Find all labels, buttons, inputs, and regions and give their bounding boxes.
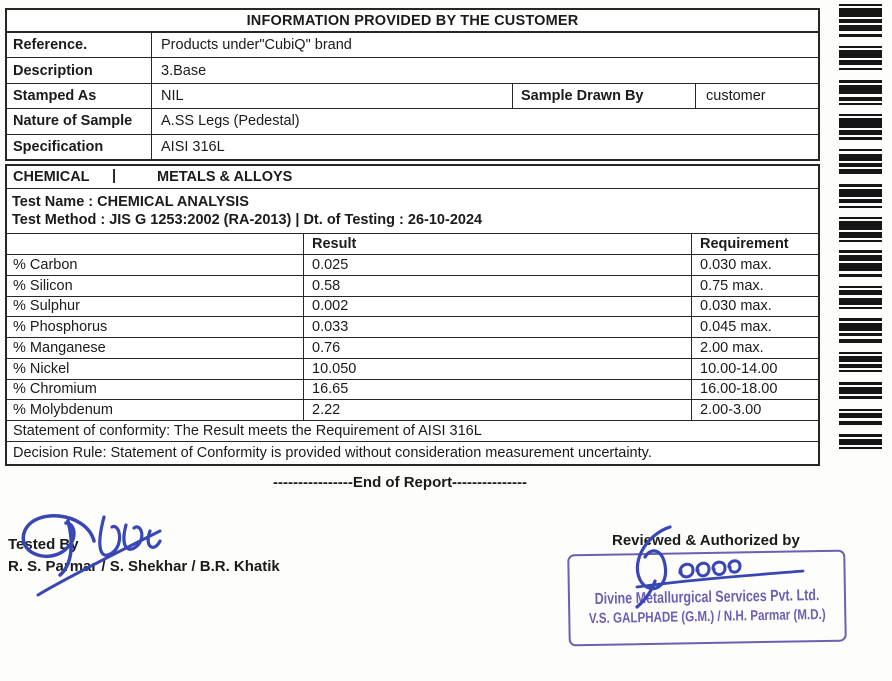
barcode-bar xyxy=(839,114,882,116)
barcode-bar xyxy=(839,434,882,437)
reference-value: Products under"CubiQ" brand xyxy=(161,37,352,54)
barcode xyxy=(839,4,882,456)
parameter-cell: % Carbon xyxy=(7,255,304,275)
parameter-cell: % Chromium xyxy=(7,380,304,400)
barcode-bar xyxy=(839,323,882,331)
barcode-bar xyxy=(839,286,882,288)
tested-by-names: R. S. Parmar / S. Shekhar / B.R. Khatik xyxy=(8,558,280,575)
department-label: CHEMICAL xyxy=(13,169,90,185)
test-name: Test Name : CHEMICAL ANALYSIS xyxy=(12,194,249,210)
parameter-cell: % Molybdenum xyxy=(7,400,304,420)
test-info-block xyxy=(7,189,818,234)
barcode-bar xyxy=(839,333,882,336)
description-value: 3.Base xyxy=(161,62,207,79)
stamp-company-name: Divine Metallurgical Services Pvt. Ltd. xyxy=(594,587,820,608)
description-label: Description xyxy=(7,58,152,82)
barcode-bar xyxy=(839,97,882,101)
barcode-bar xyxy=(839,421,882,425)
sample-drawn-by-value: customer xyxy=(706,88,766,105)
result-row-molybdenum xyxy=(7,400,818,421)
barcode-bar xyxy=(839,149,882,151)
info-row-description xyxy=(7,58,818,83)
barcode-bar xyxy=(839,118,882,128)
requirement-cell: 0.030 max. xyxy=(700,298,772,315)
specification-value: AISI 316L xyxy=(161,138,225,155)
result-row-sulphur xyxy=(7,297,818,318)
barcode-bar xyxy=(839,189,882,197)
nature-of-sample-value: A.SS Legs (Pedestal) xyxy=(161,113,300,130)
specification-label: Specification xyxy=(7,135,152,159)
barcode-bar xyxy=(839,4,882,6)
barcode-bar xyxy=(839,263,882,271)
barcode-bar xyxy=(839,206,882,208)
company-stamp xyxy=(567,550,847,647)
barcode-bar xyxy=(839,318,882,321)
barcode-bar xyxy=(839,199,882,203)
header-separator: | xyxy=(112,168,117,184)
barcode-bar xyxy=(839,382,882,385)
chemical-analysis-table xyxy=(5,164,820,466)
barcode-bar xyxy=(839,232,882,238)
barcode-bar xyxy=(839,25,882,31)
barcode-bar xyxy=(839,8,882,17)
requirement-header-cell: Requirement xyxy=(700,236,789,252)
barcode-bar xyxy=(839,396,882,399)
tested-by-label: Tested By xyxy=(8,536,79,553)
barcode-bar xyxy=(839,34,882,37)
barcode-bar xyxy=(839,169,882,174)
barcode-bar xyxy=(839,339,882,343)
barcode-bar xyxy=(839,68,882,70)
barcode-bar xyxy=(839,103,882,105)
section-header xyxy=(7,166,818,189)
tested-by-signature xyxy=(8,503,208,603)
barcode-bar xyxy=(839,352,882,354)
barcode-bar xyxy=(839,80,882,83)
barcode-bar xyxy=(839,50,882,58)
barcode-bar xyxy=(839,298,882,305)
barcode-bar xyxy=(839,387,882,394)
result-row-manganese xyxy=(7,338,818,359)
parameter-cell: % Silicon xyxy=(7,276,304,296)
barcode-bar xyxy=(839,19,882,23)
results-header-row xyxy=(7,234,818,255)
statement-of-conformity: Statement of conformity: The Result meets the Requirement of AISI 316L xyxy=(7,421,818,442)
result-cell: 2.22 xyxy=(304,400,692,420)
barcode-bar xyxy=(839,250,882,253)
barcode-bar xyxy=(839,240,882,242)
barcode-bar xyxy=(839,290,882,295)
result-cell: 0.58 xyxy=(304,276,692,296)
result-cell: 0.033 xyxy=(304,317,692,337)
stamped-as-value: NIL xyxy=(152,84,513,108)
result-cell: 0.76 xyxy=(304,338,692,358)
end-of-report: ----------------End of Report--------------- xyxy=(272,474,527,491)
requirement-cell: 16.00-18.00 xyxy=(700,381,778,398)
barcode-bar xyxy=(839,356,882,362)
info-row-reference xyxy=(7,33,818,58)
barcode-bar xyxy=(839,85,882,94)
barcode-bar xyxy=(839,60,882,65)
info-row-nature-of-sample xyxy=(7,109,818,134)
barcode-bar xyxy=(839,163,882,167)
result-cell: 0.025 xyxy=(304,255,692,275)
result-header-cell: Result xyxy=(304,234,692,254)
result-row-carbon xyxy=(7,255,818,276)
barcode-bar xyxy=(839,184,882,187)
info-row-stamped-as xyxy=(7,84,818,109)
info-row-specification xyxy=(7,135,818,159)
result-cell: 16.65 xyxy=(304,380,692,400)
parameter-cell: % Manganese xyxy=(7,338,304,358)
barcode-bar xyxy=(839,221,882,230)
info-table-title: INFORMATION PROVIDED BY THE CUSTOMER xyxy=(7,10,818,33)
requirement-cell: 0.030 max. xyxy=(700,256,772,273)
barcode-bar xyxy=(839,274,882,277)
parameter-header-cell xyxy=(7,234,304,254)
barcode-bar xyxy=(839,307,882,309)
category-label: METALS & ALLOYS xyxy=(157,169,293,185)
customer-info-table xyxy=(5,8,820,161)
barcode-bar xyxy=(839,364,882,368)
result-row-silicon xyxy=(7,276,818,297)
barcode-bar xyxy=(839,370,882,372)
requirement-cell: 2.00-3.00 xyxy=(700,402,762,419)
decision-rule: Decision Rule: Statement of Conformity is provided without consideration measurement uncertainty. xyxy=(13,445,652,461)
test-method: Test Method : JIS G 1253:2002 (RA-2013) | Dt. of Testing : 26-10-2024 xyxy=(12,212,483,228)
barcode-bar xyxy=(839,439,882,445)
result-cell: 0.002 xyxy=(304,297,692,317)
stamp-signatories: V.S. GALPHADE (G.M.) / N.H. Parmar (M.D.) xyxy=(588,606,826,628)
barcode-bar xyxy=(839,255,882,261)
result-row-chromium xyxy=(7,380,818,401)
result-row-phosphorus xyxy=(7,317,818,338)
barcode-bar xyxy=(839,413,882,418)
stamped-as-label: Stamped As xyxy=(7,84,152,108)
barcode-bar xyxy=(839,217,882,219)
parameter-cell: % Phosphorus xyxy=(7,317,304,337)
barcode-bar xyxy=(839,447,882,449)
requirement-cell: 2.00 max. xyxy=(700,339,764,356)
sample-drawn-by-label: Sample Drawn By xyxy=(513,84,696,108)
parameter-cell: % Nickel xyxy=(7,359,304,379)
barcode-bar xyxy=(839,130,882,135)
barcode-bar xyxy=(839,154,882,161)
requirement-cell: 0.75 max. xyxy=(700,277,764,294)
nature-of-sample-label: Nature of Sample xyxy=(7,109,152,133)
parameter-cell: % Sulphur xyxy=(7,297,304,317)
barcode-bar xyxy=(839,137,882,140)
barcode-bar xyxy=(839,409,882,411)
result-row-nickel xyxy=(7,359,818,380)
requirement-cell: 10.00-14.00 xyxy=(700,360,778,377)
barcode-bar xyxy=(839,46,882,48)
requirement-cell: 0.045 max. xyxy=(700,319,772,336)
reference-label: Reference. xyxy=(7,33,152,57)
result-cell: 10.050 xyxy=(304,359,692,379)
reviewed-authorized-label: Reviewed & Authorized by xyxy=(612,532,800,549)
